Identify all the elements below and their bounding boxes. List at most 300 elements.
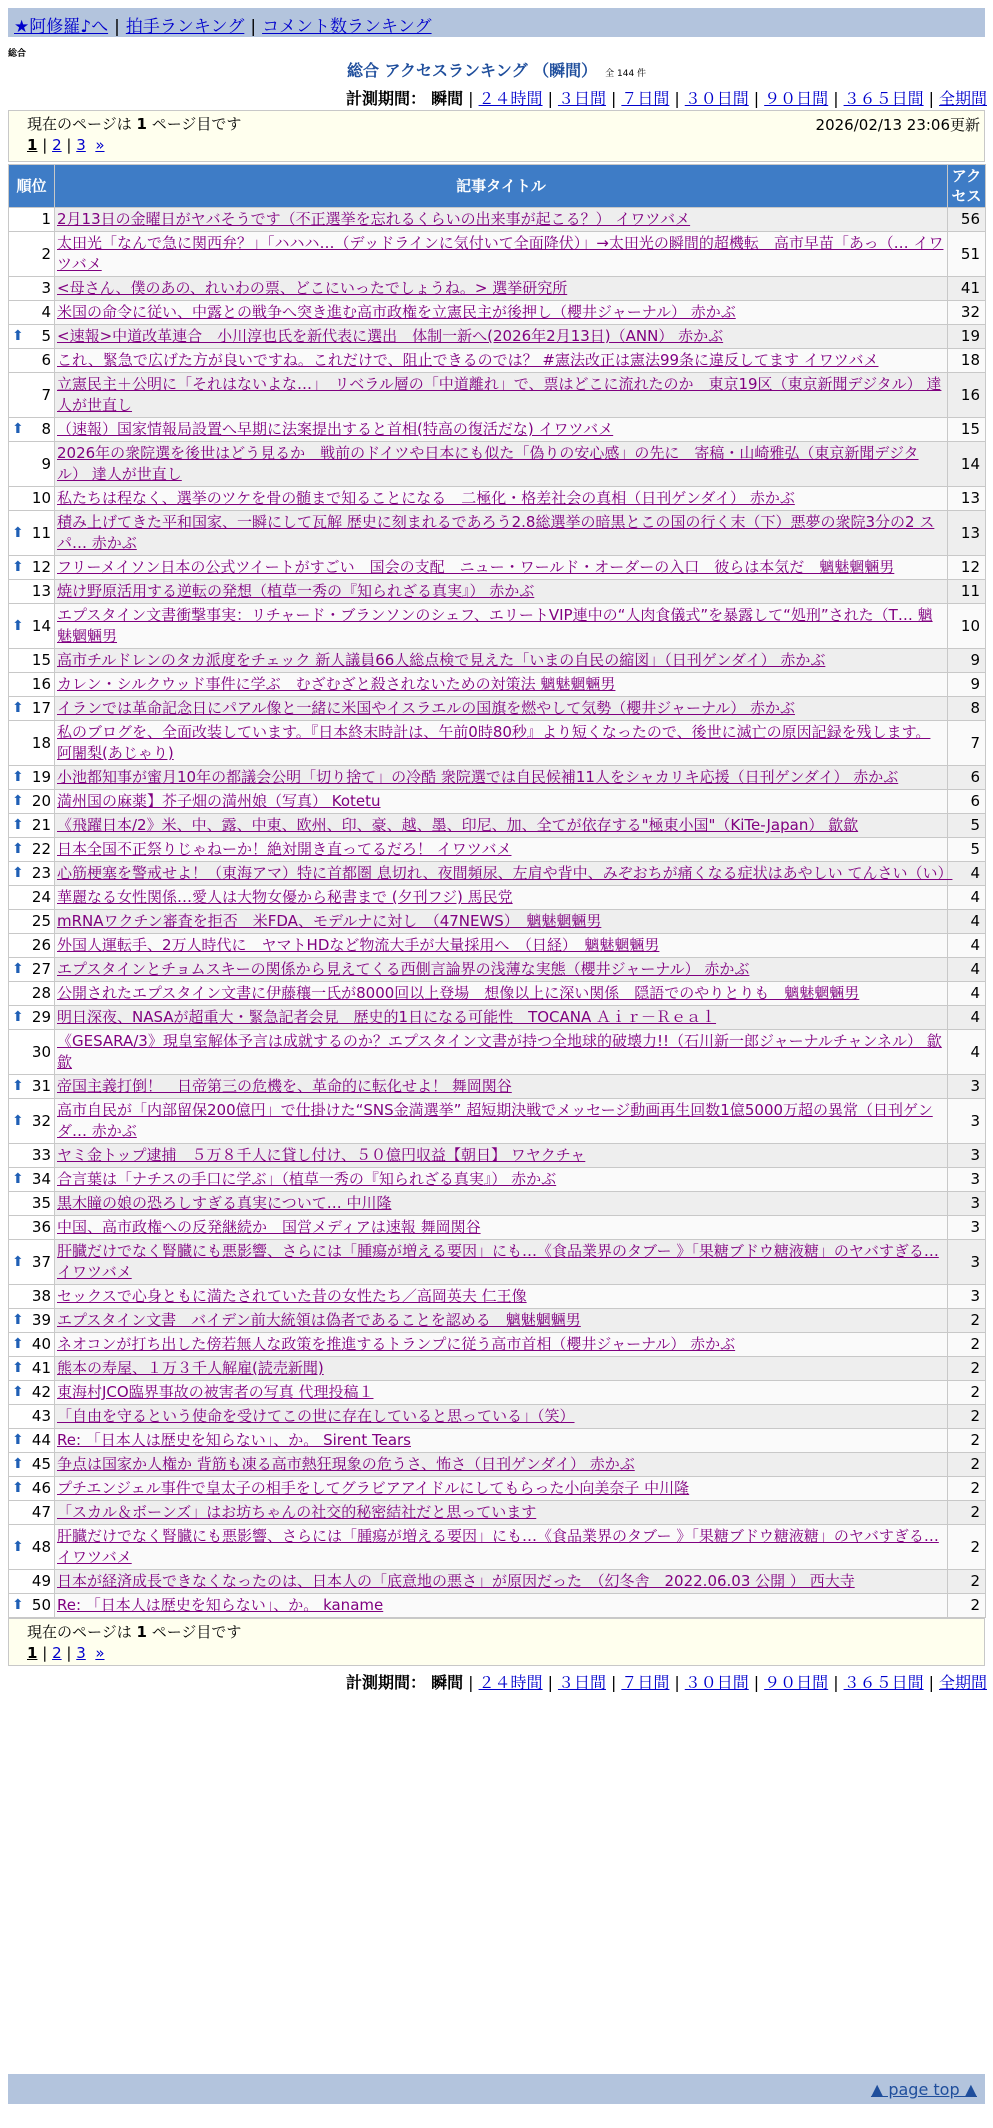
table-row bbox=[9, 697, 986, 721]
article-title-link[interactable]: 肝臓だけでなく腎臓にも悪影響、さらには「腫瘍が増える要因」にも…《食品業界のタブー 》「果糖ブドウ糖液糖」のヤバすぎる… イワツバメ bbox=[57, 1242, 939, 1281]
rank-up-arrow-icon: ⬆ bbox=[12, 1253, 24, 1270]
article-title-link[interactable]: 日本が経済成長できなくなったのは、日本人の「底意地の悪さ」が原因だった （幻冬舎 2022.06.03 公開 ） 西大寺 bbox=[57, 1572, 855, 1590]
table-row bbox=[9, 982, 986, 1006]
article-title-link[interactable]: 肝臓だけでなく腎臓にも悪影響、さらには「腫瘍が増える要因」にも…《食品業界のタブー 》「果糖ブドウ糖液糖」のヤバすぎる… イワツバメ bbox=[57, 1527, 939, 1566]
rank-number: 9 bbox=[41, 454, 51, 473]
title-cell bbox=[55, 442, 948, 487]
article-title-link[interactable]: ネオコンが打ち出した傍若無人な政策を推進するトランプに従う高市首相（櫻井ジャーナル） 赤かぶ bbox=[57, 1335, 736, 1353]
rank-cell bbox=[9, 673, 55, 697]
title-cell bbox=[55, 232, 948, 277]
rank-number: 19 bbox=[31, 768, 51, 786]
table-row bbox=[9, 301, 986, 325]
rank-number: 45 bbox=[31, 1455, 51, 1473]
table-row bbox=[9, 1429, 986, 1453]
table-row bbox=[9, 1030, 986, 1075]
table-row bbox=[9, 910, 986, 934]
rank-cell bbox=[9, 886, 55, 910]
access-count: 4 bbox=[948, 958, 986, 982]
period-link-all[interactable]: 全期間 bbox=[938, 89, 987, 108]
title-cell bbox=[55, 1075, 948, 1099]
table-row bbox=[9, 862, 986, 886]
next-page-link[interactable]: » bbox=[95, 1644, 105, 1662]
table-row bbox=[9, 1405, 986, 1429]
rank-up-arrow-icon: ⬆ bbox=[12, 1112, 24, 1129]
access-count: 2 bbox=[948, 1525, 986, 1570]
table-row bbox=[9, 649, 986, 673]
access-count: 2 bbox=[948, 1309, 986, 1333]
table-header-row bbox=[9, 165, 986, 208]
period-link-30d[interactable]: ３０日間 bbox=[684, 89, 749, 108]
rank-number: 13 bbox=[31, 582, 51, 600]
title-cell bbox=[55, 418, 948, 442]
rank-number: 34 bbox=[31, 1170, 51, 1188]
rank-number: 23 bbox=[31, 864, 51, 882]
rank-number: 5 bbox=[41, 327, 51, 345]
access-count: 2 bbox=[948, 1357, 986, 1381]
access-count: 4 bbox=[948, 1030, 986, 1075]
table-row bbox=[9, 673, 986, 697]
title-cell bbox=[55, 1525, 948, 1570]
rank-number: 42 bbox=[31, 1383, 51, 1401]
article-title-link[interactable]: エプスタイン文書衝撃事実：リチャード・ブランソンのシェフ、エリートVIP連中の“人肉食儀式”を暴露して“処刑”された（T… 魑魅魍魎男 bbox=[57, 606, 933, 645]
article-title-link[interactable]: 心筋梗塞を警戒せよ！（東海アマ）特に首都圏 息切れ、夜間頻尿、左肩や背中、みぞおちが痛くなる症状はあやしい てんさい（い） bbox=[57, 864, 953, 882]
access-count: 9 bbox=[948, 649, 986, 673]
rank-cell bbox=[9, 580, 55, 604]
rank-up-arrow-icon: ⬆ bbox=[12, 1171, 24, 1187]
access-count: 2 bbox=[948, 1429, 986, 1453]
access-count: 2 bbox=[948, 1594, 986, 1618]
article-title-link[interactable]: エプスタイン文書 バイデン前大統領は偽者であることを認める 魑魅魍魎男 bbox=[57, 1311, 581, 1329]
comment-ranking-link[interactable]: コメント数ランキング bbox=[262, 17, 432, 37]
article-title-link[interactable]: これ、緊急で広げた方が良いですね。これだけで、阻止できるのでは？ #憲法改正は憲法99条に違反してます イワツバメ bbox=[57, 351, 879, 369]
rank-up-arrow-icon: ⬆ bbox=[12, 1384, 24, 1400]
rank-cell bbox=[9, 1192, 55, 1216]
table-row bbox=[9, 277, 986, 301]
title-cell bbox=[55, 958, 948, 982]
table-row bbox=[9, 511, 986, 556]
nav-separator: | bbox=[250, 17, 257, 37]
nav-separator: | bbox=[114, 17, 120, 37]
article-title-link[interactable]: 黒木瞳の娘の恐ろしすぎる真実について… 中川隆 bbox=[57, 1194, 392, 1212]
rank-number: 11 bbox=[31, 523, 51, 542]
period-link-24h[interactable]: ２４時間 bbox=[478, 1673, 543, 1692]
page-link-2[interactable]: 2 bbox=[52, 1644, 62, 1662]
table-row bbox=[9, 1075, 986, 1099]
page-link-3[interactable]: 3 bbox=[76, 1644, 86, 1662]
title-cell bbox=[55, 673, 948, 697]
title-cell bbox=[55, 1429, 948, 1453]
title-cell bbox=[55, 325, 948, 349]
table-row bbox=[9, 1357, 986, 1381]
access-count: 3 bbox=[948, 1216, 986, 1240]
title-cell bbox=[55, 1594, 948, 1618]
rank-number: 28 bbox=[31, 984, 51, 1002]
article-title-link[interactable]: 私たちは程なく、選挙のツケを骨の髄まで知ることになる 二極化・格差社会の真相（日刊ゲンダイ） 赤かぶ bbox=[57, 489, 795, 507]
access-count: 11 bbox=[948, 580, 986, 604]
article-title-link[interactable]: プチエンジェル事件で皇太子の相手をしてグラビアアイドルにしてもらった小向美奈子 中川隆 bbox=[57, 1479, 690, 1497]
rank-number: 27 bbox=[31, 960, 51, 978]
home-link[interactable]: ★阿修羅♪へ bbox=[14, 17, 109, 37]
table-row bbox=[9, 1381, 986, 1405]
rank-up-arrow-icon: ⬆ bbox=[12, 793, 24, 809]
title-cell bbox=[55, 886, 948, 910]
article-title-link[interactable]: 日本全国不正祭りじゃねーか！絶対開き直ってるだろ！ イワツバメ bbox=[57, 840, 512, 858]
rank-up-arrow-icon: ⬆ bbox=[12, 865, 24, 881]
rank-cell bbox=[9, 1501, 55, 1525]
rank-cell bbox=[9, 487, 55, 511]
access-count: 4 bbox=[948, 886, 986, 910]
title-cell bbox=[55, 766, 948, 790]
article-title-link[interactable]: 積み上げてきた平和国家、一瞬にして瓦解 歴史に刻まれるであろう2.8総選挙の暗黒とこの国の行く末（下）悪夢の衆院3分の2 スパ… 赤かぶ bbox=[57, 513, 935, 552]
table-row bbox=[9, 1168, 986, 1192]
period-link-all[interactable]: 全期間 bbox=[938, 1673, 987, 1692]
period-link-24h[interactable]: ２４時間 bbox=[478, 89, 543, 108]
title-cell bbox=[55, 1309, 948, 1333]
pagination-bottom: 1 | 2 | 3 » bbox=[27, 1644, 105, 1662]
period-current: 瞬間 bbox=[431, 1673, 464, 1692]
article-title-link[interactable]: 2月13日の金曜日がヤバそうです（不正選挙を忘れるくらいの出来事が起こる？） イワツバメ bbox=[57, 210, 691, 228]
rank-cell bbox=[9, 373, 55, 418]
title-cell bbox=[55, 1570, 948, 1594]
article-title-link[interactable]: 華麗なる女性関係…愛人は大物女優から秘書まで (夕刊フジ) 馬民党 bbox=[57, 888, 513, 906]
access-count: 4 bbox=[948, 934, 986, 958]
rank-number: 35 bbox=[31, 1194, 51, 1212]
access-count: 8 bbox=[948, 697, 986, 721]
rank-cell bbox=[9, 1030, 55, 1075]
rank-number: 17 bbox=[31, 699, 51, 717]
access-count: 4 bbox=[948, 862, 986, 886]
title-cell bbox=[55, 1477, 948, 1501]
access-count: 7 bbox=[948, 721, 986, 766]
rank-number: 49 bbox=[31, 1572, 51, 1590]
article-title-link[interactable]: 熊本の寿屋、１万３千人解雇(読売新聞) bbox=[57, 1359, 324, 1377]
rank-cell bbox=[9, 1429, 55, 1453]
article-title-link[interactable]: Re: 「日本人は歴史を知らない」、か。 kaname bbox=[57, 1596, 384, 1614]
rank-number: 38 bbox=[31, 1287, 51, 1305]
next-page-link[interactable]: » bbox=[95, 136, 105, 154]
table-row bbox=[9, 1240, 986, 1285]
article-title-link[interactable]: 東海村JCO臨界事故の被害者の写真 代理投稿１ bbox=[57, 1383, 374, 1401]
rank-cell bbox=[9, 838, 55, 862]
table-row bbox=[9, 604, 986, 649]
rank-cell bbox=[9, 1357, 55, 1381]
rank-up-arrow-icon: ⬆ bbox=[12, 421, 24, 437]
title-cell bbox=[55, 208, 948, 232]
title-cell bbox=[55, 1285, 948, 1309]
title-cell bbox=[55, 1381, 948, 1405]
access-count: 14 bbox=[948, 442, 986, 487]
rank-up-arrow-icon: ⬆ bbox=[12, 1480, 24, 1496]
table-row bbox=[9, 1285, 986, 1309]
page-link-1[interactable]: 1 bbox=[27, 1644, 38, 1662]
article-title-link[interactable]: エプスタインとチョムスキーの関係から見えてくる西側言論界の浅薄な実態（櫻井ジャーナル） 赤かぶ bbox=[57, 960, 750, 978]
ranking-table-body bbox=[9, 208, 986, 1618]
table-row bbox=[9, 1309, 986, 1333]
article-title-link[interactable]: 《飛躍日本/2》米、中、露、中東、欧州、印、豪、越、墨、印尼、加、全てが依存する"極東小国"（KiTe-Japan） 歙歙 bbox=[57, 816, 859, 834]
article-title-link[interactable]: 米国の命令に従い、中露との戦争へ突き進む高市政権を立憲民主が後押し（櫻井ジャーナル） 赤かぶ bbox=[57, 303, 736, 321]
title-cell bbox=[55, 1501, 948, 1525]
article-title-link[interactable]: 2026年の衆院選を後世はどう見るか 戦前のドイツや日本にも似た「偽りの安心感」の先に 寄稿・山崎雅弘（東京新聞デジタル） 達人が世直し bbox=[57, 444, 919, 483]
article-title-link[interactable]: 争点は国家か人権か 背筋も凍る高市熱狂現象の危うさ、怖さ（日刊ゲンダイ） 赤かぶ bbox=[57, 1455, 635, 1473]
article-title-link[interactable]: 帝国主義打倒！ 日帝第三の危機を、革命的に転化せよ！ 舞岡関谷 bbox=[57, 1077, 512, 1095]
title-cell bbox=[55, 838, 948, 862]
rank-number: 26 bbox=[31, 936, 51, 954]
article-title-link[interactable]: 「スカル＆ボーンズ」はお坊ちゃんの社交的秘密結社だと思っています bbox=[57, 1503, 537, 1521]
table-row bbox=[9, 349, 986, 373]
rank-cell bbox=[9, 1405, 55, 1429]
top-nav-bar bbox=[8, 8, 985, 37]
rank-number: 33 bbox=[31, 1146, 51, 1164]
updated-timestamp: 2026/02/13 23:06更新 bbox=[815, 116, 980, 134]
page-link-3[interactable]: 3 bbox=[76, 136, 86, 154]
page-link-1[interactable]: 1 bbox=[27, 136, 38, 154]
rank-number: 32 bbox=[31, 1111, 51, 1130]
article-title-link[interactable]: カレン・シルクウッド事件に学ぶ むざむざと殺されないための対策法 魑魅魍魎男 bbox=[57, 675, 616, 693]
table-row bbox=[9, 814, 986, 838]
article-title-link[interactable]: 「自由を守るという使命を受けてこの世に存在していると思っている」（笑） bbox=[57, 1407, 575, 1425]
rank-up-arrow-icon: ⬆ bbox=[12, 1456, 24, 1472]
table-row bbox=[9, 838, 986, 862]
table-row bbox=[9, 958, 986, 982]
rank-up-arrow-icon: ⬆ bbox=[12, 1009, 24, 1025]
table-row bbox=[9, 580, 986, 604]
rank-cell bbox=[9, 1216, 55, 1240]
rank-cell bbox=[9, 934, 55, 958]
period-label: 計測期間： bbox=[346, 89, 427, 108]
page-info-bottom: 現在のページは 1 ページ目です 1 | 2 | 3 » bbox=[8, 1618, 985, 1666]
rank-number: 14 bbox=[31, 616, 51, 635]
table-row bbox=[9, 373, 986, 418]
table-row bbox=[9, 1525, 986, 1570]
access-count: 15 bbox=[948, 418, 986, 442]
table-row bbox=[9, 418, 986, 442]
page-info-top: 現在のページは 1 ページ目です 2026/02/13 23:06更新 1 | 2 | 3 » bbox=[8, 110, 985, 162]
table-row bbox=[9, 1477, 986, 1501]
rank-number: 10 bbox=[31, 489, 51, 507]
title-cell bbox=[55, 1405, 948, 1429]
access-count: 19 bbox=[948, 325, 986, 349]
article-title-link[interactable]: 私のブログを、全面改装しています。『日本終末時計は、午前0時80秒』より短くなったので、後世に滅亡の原因記録を残します。 阿闍梨(あじゃり) bbox=[57, 723, 931, 762]
title-cell bbox=[55, 487, 948, 511]
access-count: 4 bbox=[948, 982, 986, 1006]
rank-cell bbox=[9, 208, 55, 232]
table-row bbox=[9, 886, 986, 910]
column-header-rank: 順位 bbox=[9, 165, 55, 208]
title-cell bbox=[55, 721, 948, 766]
article-title-link[interactable]: ヤミ金トップ逮捕 ５万８千人に貸し付け、５０億円収益【朝日】 ワヤクチャ bbox=[57, 1146, 586, 1164]
access-count: 2 bbox=[948, 1333, 986, 1357]
title-cell bbox=[55, 790, 948, 814]
rank-number: 43 bbox=[31, 1407, 51, 1425]
rank-cell bbox=[9, 1168, 55, 1192]
rank-up-arrow-icon: ⬆ bbox=[12, 769, 24, 785]
access-count: 3 bbox=[948, 1285, 986, 1309]
article-title-link[interactable]: セックスで心身ともに満たされていた昔の女性たち／高岡英夫 仁王像 bbox=[57, 1287, 527, 1305]
rank-cell bbox=[9, 604, 55, 649]
rank-up-arrow-icon: ⬆ bbox=[12, 524, 24, 541]
period-link-3d[interactable]: ３日間 bbox=[557, 89, 606, 108]
rank-cell bbox=[9, 982, 55, 1006]
rank-up-arrow-icon: ⬆ bbox=[12, 1078, 24, 1094]
rank-number: 41 bbox=[31, 1359, 51, 1377]
rank-number: 6 bbox=[41, 351, 51, 369]
table-row bbox=[9, 1594, 986, 1618]
rank-cell bbox=[9, 1477, 55, 1501]
page-title: 総合 アクセスランキング （瞬間） bbox=[346, 61, 598, 80]
access-count: 16 bbox=[948, 373, 986, 418]
table-row bbox=[9, 1333, 986, 1357]
title-cell bbox=[55, 862, 953, 886]
article-title-link[interactable]: 焼け野原活用する逆転の発想（植草一秀の『知られざる真実』） 赤かぶ bbox=[57, 582, 535, 600]
rank-up-arrow-icon: ⬆ bbox=[12, 328, 24, 344]
access-count: 13 bbox=[948, 511, 986, 556]
rank-number: 48 bbox=[31, 1537, 51, 1556]
period-link-30d[interactable]: ３０日間 bbox=[684, 1673, 749, 1692]
article-title-link[interactable]: 小池都知事が蜜月10年の都議会公明「切り捨て」の冷酷 衆院選では自民候補11人をシャカリキ応援（日刊ゲンダイ） 赤かぶ bbox=[57, 768, 899, 786]
rank-cell bbox=[9, 349, 55, 373]
article-title-link[interactable]: 合言葉は「ナチスの手口に学ぶ」（植草一秀の『知られざる真実』） 赤かぶ bbox=[57, 1170, 557, 1188]
period-link-90d[interactable]: ９０日間 bbox=[764, 1673, 829, 1692]
rank-cell bbox=[9, 697, 55, 721]
title-cell bbox=[55, 1333, 948, 1357]
period-label: 計測期間： bbox=[346, 1673, 427, 1692]
rank-number: 15 bbox=[31, 651, 51, 669]
rank-number: 1 bbox=[41, 210, 51, 228]
title-cell bbox=[55, 373, 948, 418]
rank-cell bbox=[9, 910, 55, 934]
rank-number: 44 bbox=[31, 1431, 51, 1449]
period-link-7d[interactable]: ７日間 bbox=[621, 1673, 670, 1692]
pagination-top: 1 | 2 | 3 » bbox=[27, 136, 105, 154]
rank-cell bbox=[9, 1285, 55, 1309]
rank-number: 24 bbox=[31, 888, 51, 906]
period-link-3d[interactable]: ３日間 bbox=[557, 1673, 606, 1692]
access-count: 6 bbox=[948, 790, 986, 814]
article-title-link[interactable]: 満州国の麻薬】芥子畑の満州娘（写真） Kotetu bbox=[57, 792, 381, 810]
rank-up-arrow-icon: ⬆ bbox=[12, 1312, 24, 1328]
period-selector-top: 計測期間： 瞬間 | ２４時間 | ３日間 | ７日間 | ３０日間 | ９０日間 | ３６５日間 | 全期間 bbox=[346, 89, 987, 108]
title-cell bbox=[55, 814, 948, 838]
access-count: 41 bbox=[948, 277, 986, 301]
access-count: 13 bbox=[948, 487, 986, 511]
rank-number: 3 bbox=[41, 279, 51, 297]
article-title-link[interactable]: 公開されたエプスタイン文書に伊藤穰一氏が8000回以上登場 想像以上に深い関係 隠語でのやりとりも 魑魅魍魎男 bbox=[57, 984, 860, 1002]
article-title-link[interactable]: 高市チルドレンのタカ派度をチェック 新人議員66人総点検で見えた「いまの自民の縮図」（日刊ゲンダイ） 赤かぶ bbox=[57, 651, 826, 669]
applause-ranking-link[interactable]: 拍手ランキング bbox=[125, 17, 245, 37]
table-row bbox=[9, 1453, 986, 1477]
article-title-link[interactable]: 《GESARA/3》現皇室解体予言は成就するのか？エプスタイン文書が持つ全地球的破壊力!!（石川新一郎ジャーナルチャンネル） 歙歙 bbox=[57, 1032, 942, 1071]
table-row bbox=[9, 487, 986, 511]
title-cell bbox=[55, 1453, 948, 1477]
access-count: 3 bbox=[948, 1144, 986, 1168]
rank-number: 25 bbox=[31, 912, 51, 930]
table-row bbox=[9, 325, 986, 349]
period-link-7d[interactable]: ７日間 bbox=[621, 89, 670, 108]
article-title-link[interactable]: 外国人運転手、2万人時代に ヤマトHDなど物流大手が大量採用へ （日経） 魑魅魍魎男 bbox=[57, 936, 660, 954]
period-current: 瞬間 bbox=[431, 89, 464, 108]
title-cell bbox=[55, 277, 948, 301]
rank-cell bbox=[9, 790, 55, 814]
title-cell bbox=[55, 649, 948, 673]
rank-up-arrow-icon: ⬆ bbox=[12, 961, 24, 977]
table-row bbox=[9, 790, 986, 814]
article-title-link[interactable]: Re: 「日本人は歴史を知らない」、か。 Sirent Tears bbox=[57, 1431, 411, 1449]
rank-number: 18 bbox=[31, 733, 51, 752]
rank-cell bbox=[9, 277, 55, 301]
article-title-link[interactable]: フリーメイソン日本の公式ツイートがすごい 国会の支配 ニュー・ワールド・オーダーの入口 彼らは本気だ 魑魅魍魎男 bbox=[57, 558, 895, 576]
article-title-link[interactable]: <母さん、僕のあの、れいわの票、どこにいったでしょうね。> 選挙研究所 bbox=[57, 279, 568, 297]
article-title-link[interactable]: 高市自民が「内部留保200億円」で仕掛けた“SNS金満選挙” 超短期決戦でメッセージ動画再生回数1億5000万超の異常（日刊ゲンダ… 赤かぶ bbox=[57, 1101, 933, 1140]
rank-number: 4 bbox=[41, 303, 51, 321]
title-cell bbox=[55, 934, 948, 958]
access-count: 5 bbox=[948, 838, 986, 862]
rank-cell bbox=[9, 1075, 55, 1099]
access-count: 2 bbox=[948, 1477, 986, 1501]
access-count: 32 bbox=[948, 301, 986, 325]
article-title-link[interactable]: イランでは革命記念日にパアル像と一緒に米国やイスラエルの国旗を燃やして気勢（櫻井ジャーナル） 赤かぶ bbox=[57, 699, 795, 717]
table-row bbox=[9, 721, 986, 766]
table-row bbox=[9, 1099, 986, 1144]
rank-cell bbox=[9, 556, 55, 580]
rank-cell bbox=[9, 1570, 55, 1594]
rank-up-arrow-icon: ⬆ bbox=[12, 1432, 24, 1448]
page-link-2[interactable]: 2 bbox=[52, 136, 62, 154]
article-title-link[interactable]: 中国、高市政権への反発継続か 国営メディアは速報 舞岡関谷 bbox=[57, 1218, 481, 1236]
rank-up-arrow-icon: ⬆ bbox=[12, 1336, 24, 1352]
rank-cell bbox=[9, 766, 55, 790]
article-title-link[interactable]: mRNAワクチン審査を拒否 米FDA、モデルナに対し （47NEWS） 魑魅魍魎男 bbox=[57, 912, 602, 930]
rank-cell bbox=[9, 511, 55, 556]
rank-up-arrow-icon: ⬆ bbox=[12, 1538, 24, 1555]
bottom-bar bbox=[8, 2074, 985, 2104]
access-count: 18 bbox=[948, 349, 986, 373]
table-row bbox=[9, 442, 986, 487]
period-link-365d[interactable]: ３６５日間 bbox=[843, 89, 924, 108]
rank-number: 16 bbox=[31, 675, 51, 693]
rank-number: 12 bbox=[31, 558, 51, 576]
access-count: 3 bbox=[948, 1192, 986, 1216]
current-page-number: 1 bbox=[136, 1623, 147, 1641]
page-top-link[interactable]: ▲ page top ▲ bbox=[870, 2080, 977, 2099]
title-cell bbox=[55, 1357, 948, 1381]
article-title-link[interactable]: <速報>中道改革連合 小川淳也氏を新代表に選出 体制一新へ(2026年2月13日)（ANN） 赤かぶ bbox=[57, 327, 724, 345]
article-title-link[interactable]: （速報）国家情報局設置へ早期に法案提出すると首相(特高の復活だな) イワツバメ bbox=[57, 420, 614, 438]
rank-cell bbox=[9, 232, 55, 277]
category-label: 総合 bbox=[8, 49, 27, 59]
title-cell bbox=[55, 556, 948, 580]
rank-cell bbox=[9, 1525, 55, 1570]
access-count: 5 bbox=[948, 814, 986, 838]
rank-number: 37 bbox=[31, 1252, 51, 1271]
article-title-link[interactable]: 立憲民主＋公明に「それはないよな…」 リベラル層の「中道離れ」で、票はどこに流れたのか 東京19区（東京新聞デジタル） 達人が世直し bbox=[57, 375, 942, 414]
access-count: 12 bbox=[948, 556, 986, 580]
access-count: 4 bbox=[948, 1006, 986, 1030]
rank-cell bbox=[9, 814, 55, 838]
title-cell bbox=[55, 580, 948, 604]
period-link-90d[interactable]: ９０日間 bbox=[764, 89, 829, 108]
total-count: 全 144 件 bbox=[605, 69, 647, 79]
table-row bbox=[9, 1192, 986, 1216]
period-link-365d[interactable]: ３６５日間 bbox=[843, 1673, 924, 1692]
title-cell bbox=[55, 604, 948, 649]
access-count: 56 bbox=[948, 208, 986, 232]
rank-number: 20 bbox=[31, 792, 51, 810]
rank-cell bbox=[9, 1453, 55, 1477]
ranking-table bbox=[8, 164, 986, 1618]
article-title-link[interactable]: 明日深夜、NASAが超重大・緊急記者会見 歴史的1日になる可能性 TOCANA Ａｉｒ－Ｒｅａｌ bbox=[57, 1008, 717, 1026]
article-title-link[interactable]: 太田光「なんで急に関西弁？」「ハハハ…（デッドラインに気付いて全面降伏）」→太田光の瞬間的超機転 高市早苗「あっ（… イワツバメ bbox=[57, 234, 944, 273]
rank-cell bbox=[9, 301, 55, 325]
